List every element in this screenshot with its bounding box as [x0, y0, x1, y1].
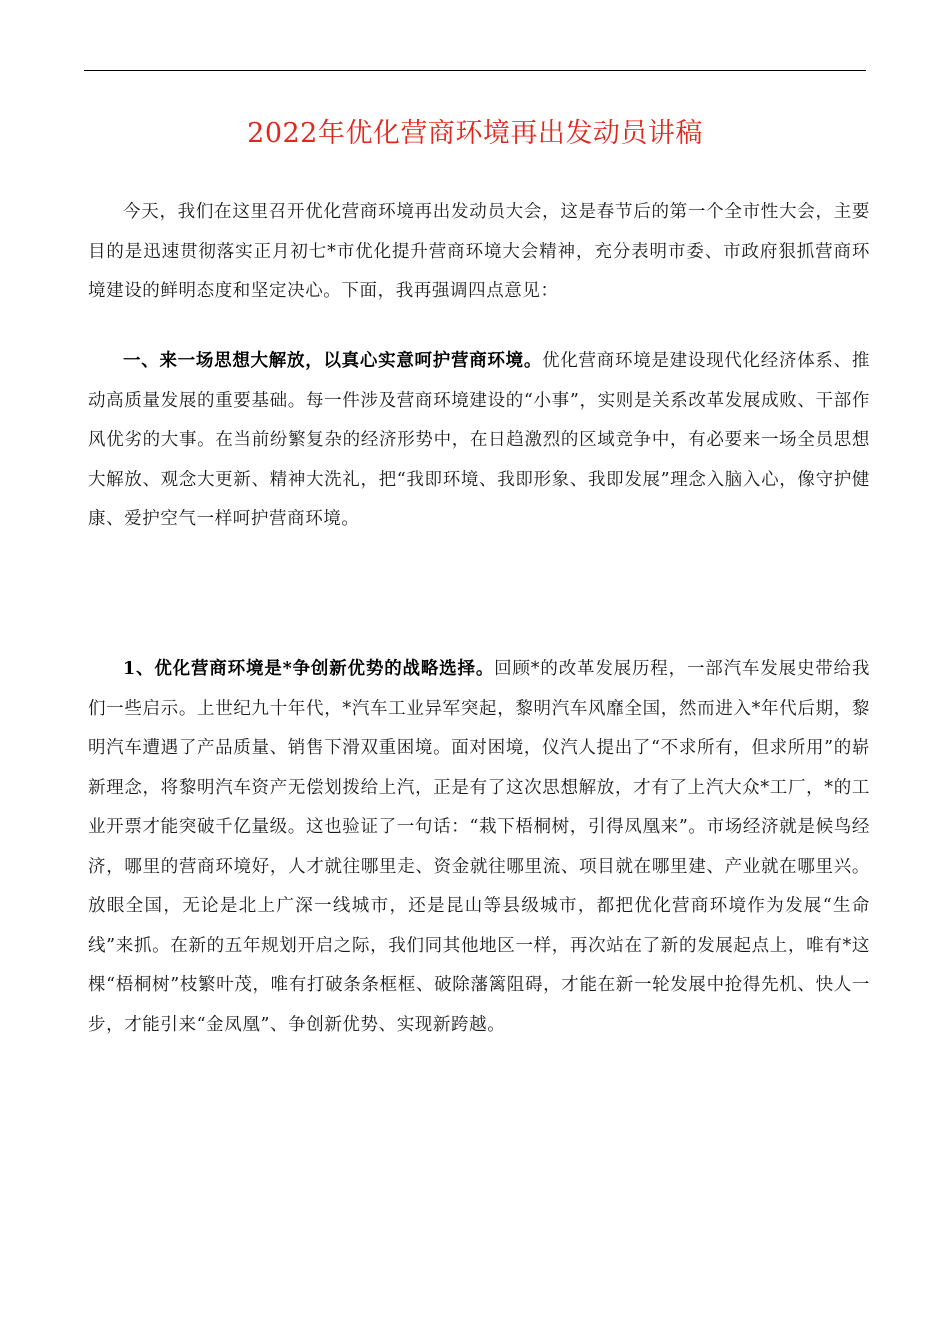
paragraph-section-1	[88, 342, 870, 540]
subsection-heading: 1、优化营商环境是*争创新优势的战略选择。	[123, 659, 495, 679]
document-title: 2022年优化营商环境再出发动员讲稿	[247, 118, 703, 149]
paragraph-intro	[88, 193, 870, 312]
paragraph-subsection-1	[88, 650, 870, 1045]
section-heading: 一、来一场思想大解放，以真心实意呵护营商环境。	[123, 351, 543, 371]
paragraph-text: 今天，我们在这里召开优化营商环境再出发动员大会，这是春节后的第一个全市性大会，主要目的是迅速贯彻落实正月初七*市优化提升营商环境大会精神，充分表明市委、市政府狠抓营商环境建设的鲜明态度和坚定决心。下面，我再强调四点意见：	[88, 202, 870, 301]
header-rule	[84, 70, 866, 71]
paragraph-text: 回顾*的改革发展历程，一部汽车发展史带给我们一些启示。上世纪九十年代，*汽车工业异军突起，黎明汽车风靡全国，然而进入*年代后期，黎明汽车遭遇了产品质量、销售下滑双重困境。面对困境，仪汽人提出了“不求所有，但求所用”的崭新理念，将黎明汽车资产无偿划拨给上汽，正是有了这次思想解放，才有了上汽大众*工厂，*的工业开票才能突破千亿量级。这也验证了一句话：“栽下梧桐树，引得凤凰来”。市场经济就是候鸟经济，哪里的营商环境好，人才就往哪里走、资金就往哪里流、项目就在哪里建、产业就在哪里兴。放眼全国，无论是北上广深一线城市，还是昆山等县级城市，都把优化营商环境作为发展“生命线”来抓。在新的五年规划开启之际，我们同其他地区一样，再次站在了新的发展起点上，唯有*这棵“梧桐树”枝繁叶茂，唯有打破条条框框、破除藩篱阻碍，才能在新一轮发展中抢得先机、快人一步，才能引来“金凤凰”、争创新优势、实现新跨越。	[88, 659, 870, 1035]
paragraph-text: 优化营商环境是建设现代化经济体系、推动高质量发展的重要基础。每一件涉及营商环境建设的“小事”，实则是关系改革发展成败、干部作风优劣的大事。在当前纷繁复杂的经济形势中，在日趋激烈的区域竞争中，有必要来一场全员思想大解放、观念大更新、精神大洗礼，把“我即环境、我即形象、我即发展”理念入脑入心，像守护健康、爱护空气一样呵护营商环境。	[88, 351, 870, 529]
